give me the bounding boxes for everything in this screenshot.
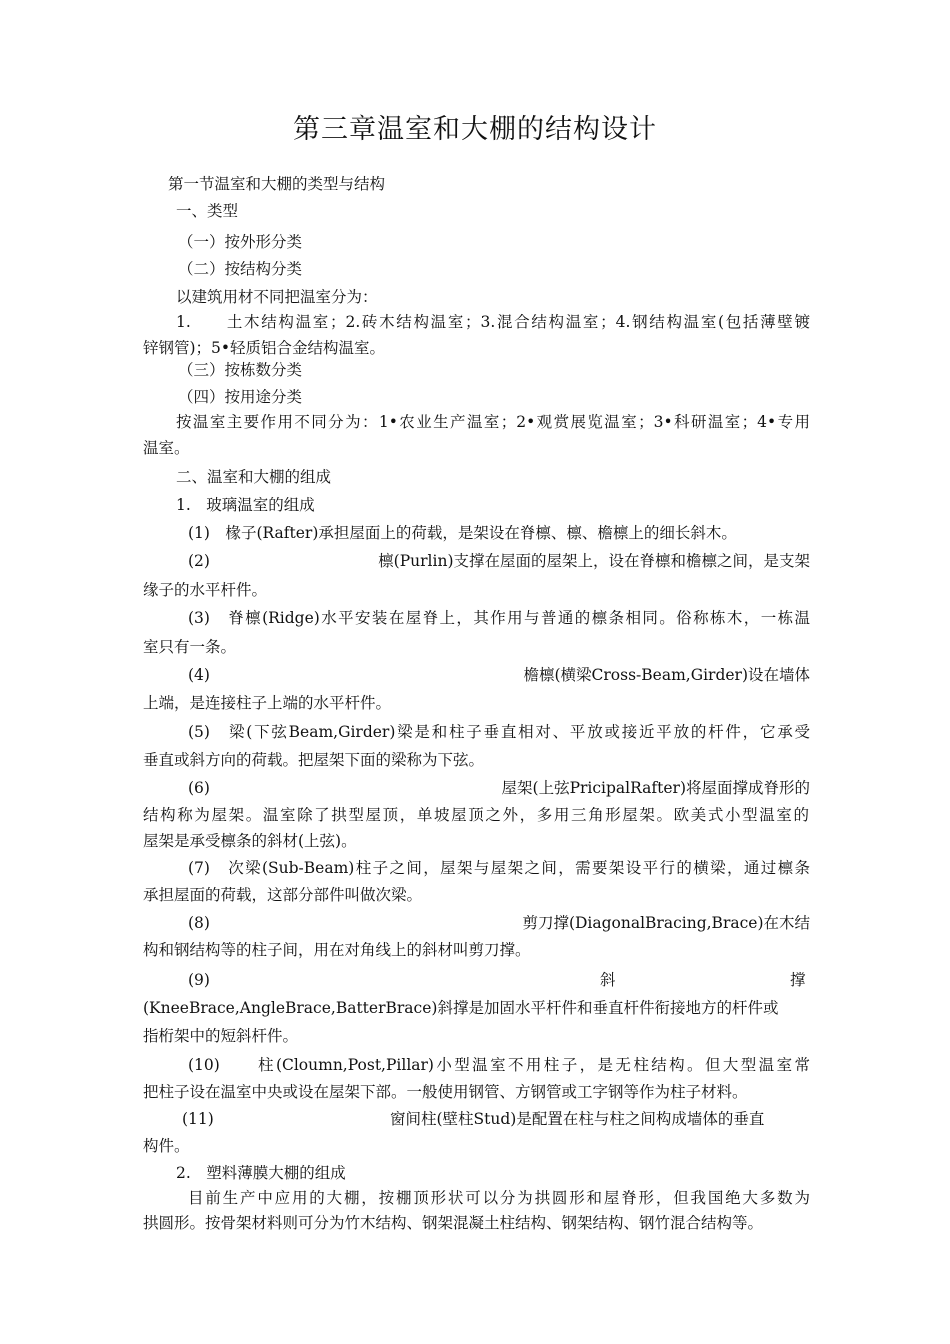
item-number: (8)	[188, 914, 210, 932]
paragraph-line: 把柱子设在温室中央或设在屋架下部。一般使用钢管、方钢管或工字钢等作为柱子材料。	[143, 1083, 748, 1101]
section-heading: 第一节温室和大棚的类型与结构	[168, 175, 386, 193]
subsection-heading: 一、类型	[176, 202, 239, 220]
item-number: (9)	[188, 971, 210, 989]
subsection-heading: 1. 玻璃温室的组成	[176, 496, 315, 514]
paragraph-line: (KneeBrace,AngleBrace,BatterBrace)斜撑是加固水平杆件和垂直杆件衔接地方的杆件或	[143, 999, 779, 1017]
paragraph-word: 撑	[790, 971, 806, 989]
list-item: （二）按结构分类	[178, 260, 303, 278]
paragraph-line: 室只有一条。	[143, 638, 237, 656]
item-number: (11)	[182, 1110, 214, 1128]
subsection-heading: 二、温室和大棚的组成	[176, 468, 332, 486]
paragraph-line: 垂直或斜方向的荷载。把屋架下面的梁称为下弦。	[143, 751, 485, 769]
paragraph-line: (1) 椽子(Rafter)承担屋面上的荷载，是架设在脊檩、檩、檐檩上的细长斜木。	[188, 524, 737, 542]
paragraph-line: (7) 次梁(Sub-Beam)柱子之间，屋架与屋架之间，需要架设平行的横梁，通过檩条	[188, 859, 810, 877]
list-item: （三）按栋数分类	[178, 361, 303, 379]
paragraph-line: 上端，是连接柱子上端的水平杆件。	[143, 694, 392, 712]
paragraph-line: 构件。	[143, 1137, 190, 1155]
paragraph-line: 温室。	[143, 439, 190, 457]
paragraph-line: 缘子的水平杆件。	[143, 581, 268, 599]
paragraph-line: 以建筑用材不同把温室分为：	[176, 288, 378, 306]
paragraph-line: (3) 脊檩(Ridge)水平安装在屋脊上，其作用与普通的檩条相同。俗称栋木，一栋温	[188, 609, 810, 627]
paragraph-line: 结构称为屋架。温室除了拱型屋顶，单坡屋顶之外，多用三角形屋架。欧美式小型温室的	[143, 806, 809, 824]
paragraph-line: 按温室主要作用不同分为：1•农业生产温室；2•观赏展览温室；3•科研温室；4•专用	[176, 413, 810, 431]
item-number: (4)	[188, 666, 210, 684]
paragraph-line: 构和钢结构等的柱子间，用在对角线上的斜材叫剪刀撑。	[143, 941, 531, 959]
item-number: (2)	[188, 552, 210, 570]
paragraph-line: (5) 梁(下弦Beam,Girder)梁是和柱子垂直相对、平放或接近平放的杆件，它承受	[188, 723, 810, 741]
paragraph-line: 1. 土木结构温室；2.砖木结构温室；3.混合结构温室；4.钢结构温室(包括薄壁镀	[176, 313, 810, 331]
paragraph-line: 檩(Purlin)支撑在屋面的屋架上，设在脊檩和檐檩之间，是支架	[378, 552, 810, 570]
subsection-heading: 2. 塑料薄膜大棚的组成	[176, 1164, 346, 1182]
paragraph-line: 目前生产中应用的大棚，按棚顶形状可以分为拱圆形和屋脊形，但我国绝大多数为	[188, 1189, 810, 1207]
item-number: (6)	[188, 779, 210, 797]
paragraph-line: 承担屋面的荷载，这部分部件叫做次梁。	[143, 886, 423, 904]
paragraph-line: 锌钢管)；5•轻质铝合金结构温室。	[143, 339, 386, 357]
paragraph-line: 屋架(上弦PricipalRafter)将屋面撑成脊形的	[501, 779, 810, 797]
chapter-title: 第三章温室和大棚的结构设计	[293, 114, 657, 145]
paragraph-line: 檐檩(横梁Cross-Beam,Girder)设在墙体	[523, 666, 810, 684]
paragraph-line: 拱圆形。按骨架材料则可分为竹木结构、钢架混凝土柱结构、钢架结构、钢竹混合结构等。	[143, 1214, 764, 1232]
paragraph-line: 屋架是承受檩条的斜材(上弦)。	[143, 832, 357, 850]
paragraph-line: (10) 柱(Cloumn,Post,Pillar)小型温室不用柱子，是无柱结构。但大型温室常	[188, 1056, 810, 1074]
paragraph-word: 斜	[600, 971, 616, 989]
paragraph-line: 窗间柱(壁柱Stud)是配置在柱与柱之间构成墙体的垂直	[390, 1110, 765, 1128]
list-item: （一）按外形分类	[178, 233, 303, 251]
list-item: （四）按用途分类	[178, 388, 303, 406]
paragraph-line: 剪刀撑(DiagonalBracing,Brace)在木结	[522, 914, 810, 932]
paragraph-line: 指桁架中的短斜杆件。	[143, 1027, 299, 1045]
